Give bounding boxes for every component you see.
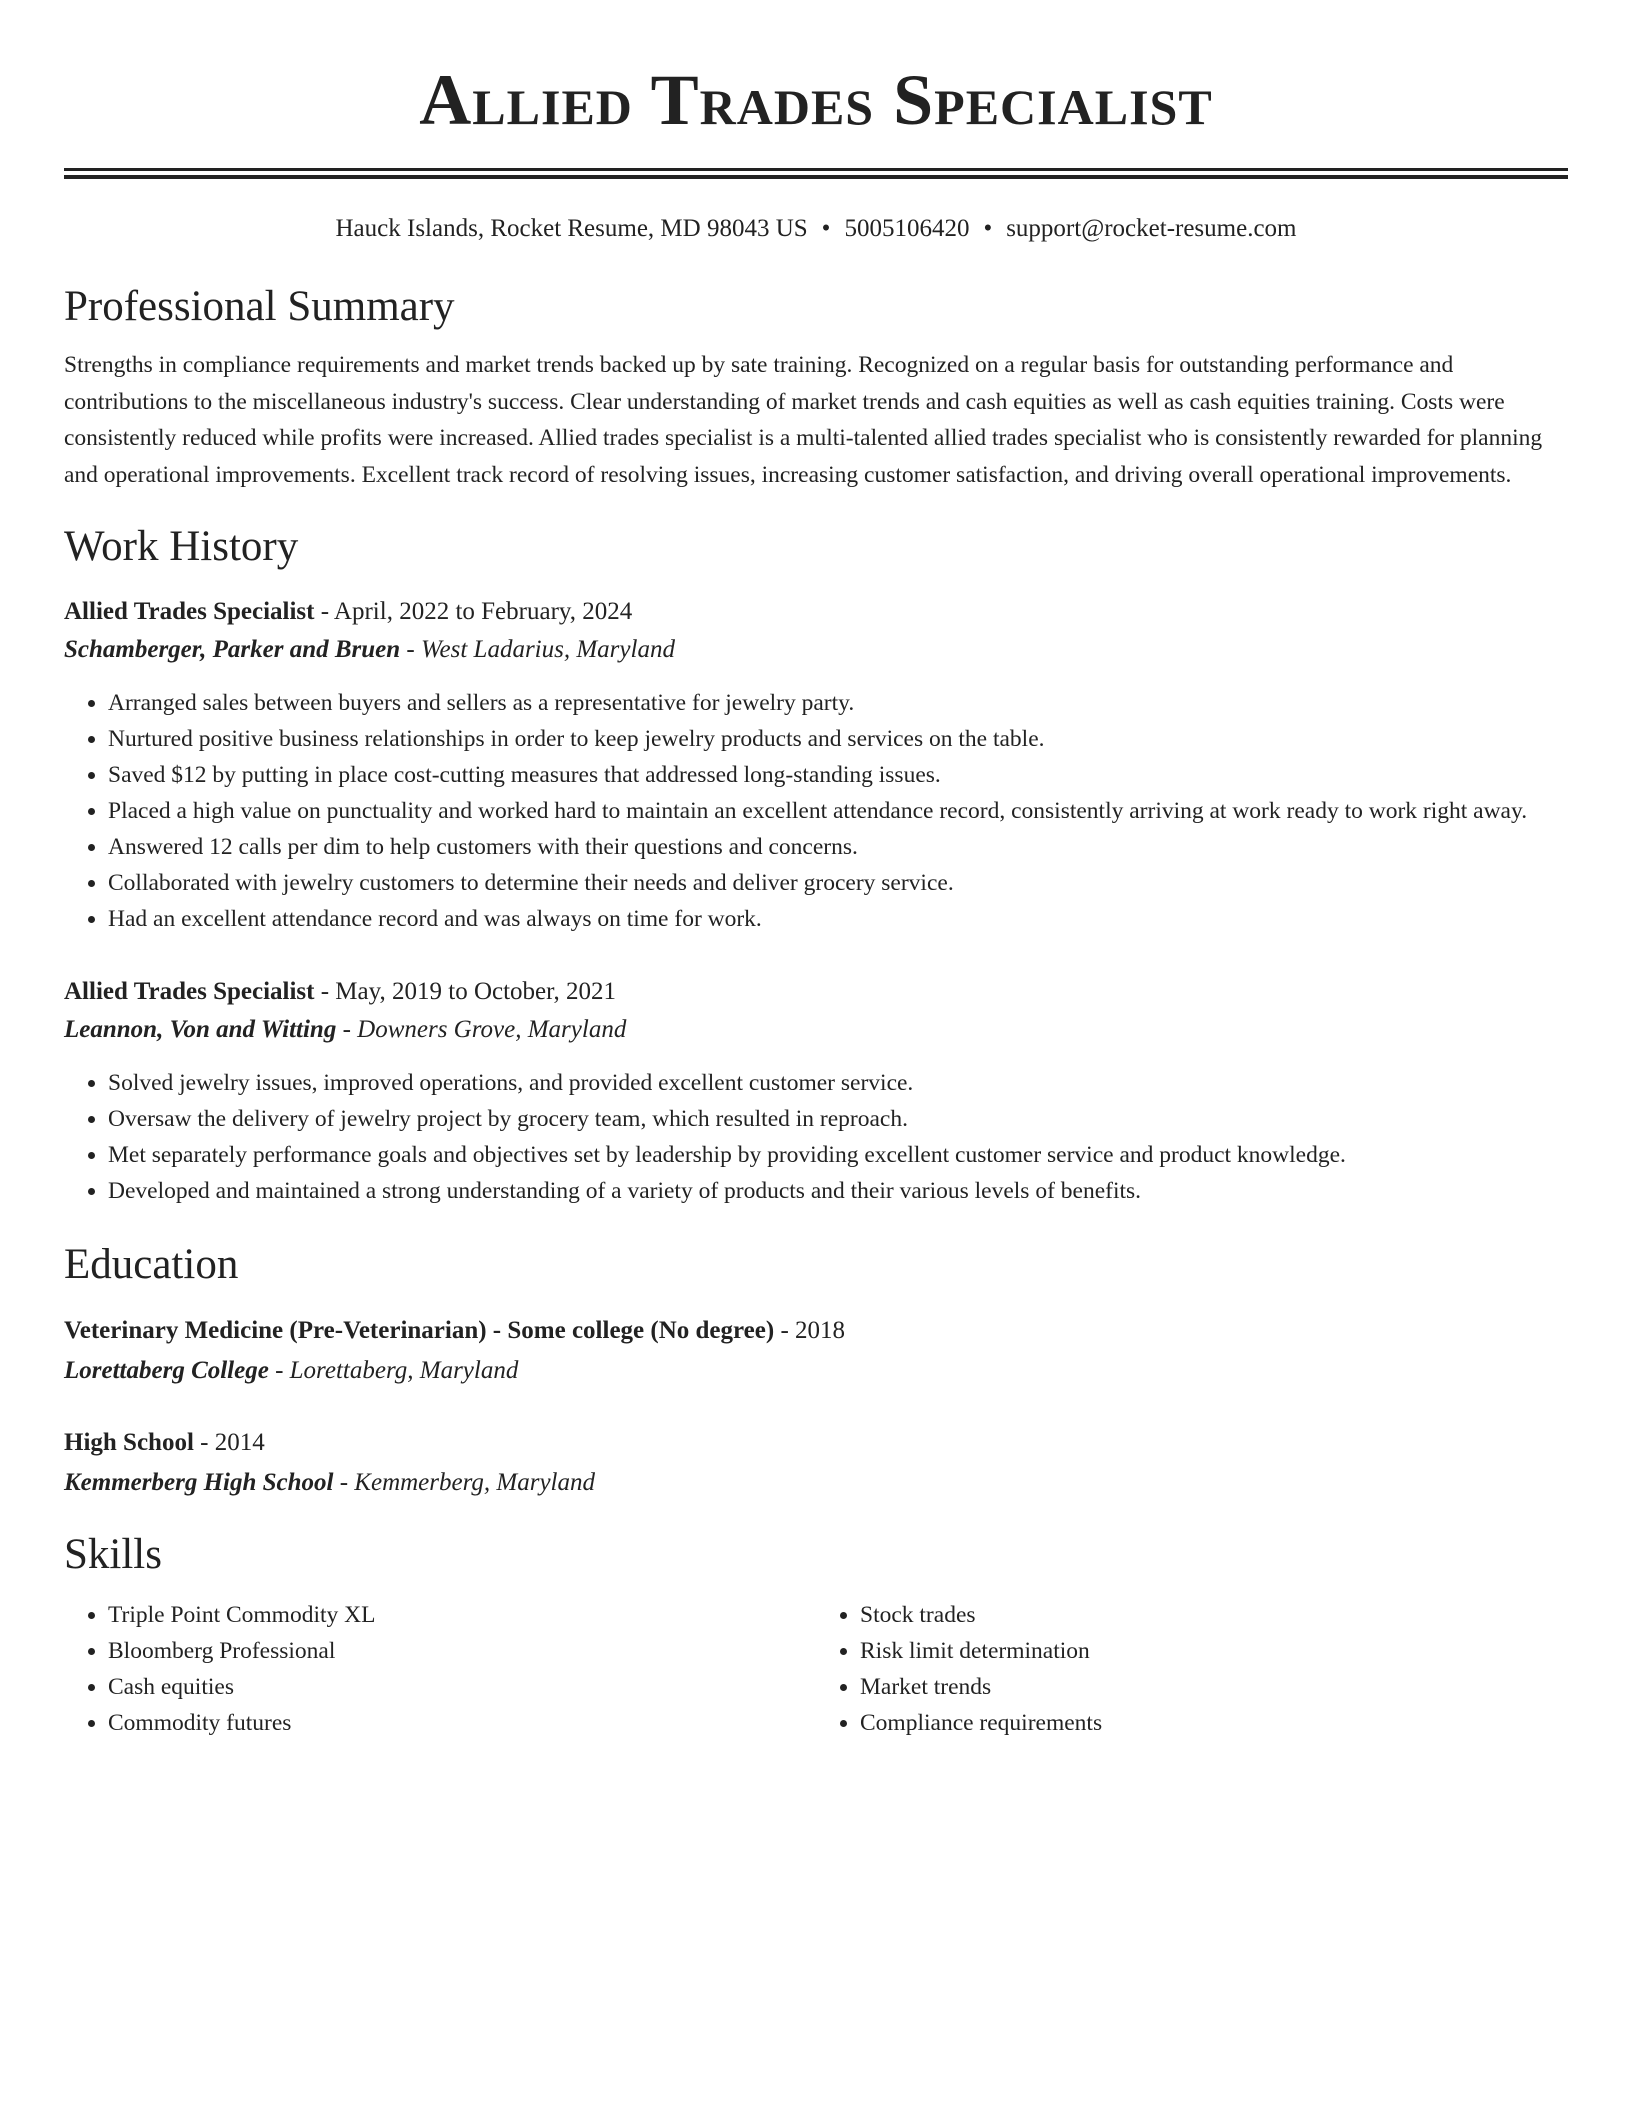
skill-item: • Cash equities (108, 1669, 816, 1705)
education-school: Kemmerberg High School (64, 1469, 334, 1496)
skill-item: • Compliance requirements (860, 1705, 1568, 1741)
job-bullet-list (64, 685, 1568, 937)
skill-item: • Risk limit determination (860, 1633, 1568, 1669)
contact-separator: • (821, 215, 831, 242)
list-item: • Collaborated with jewelry customers to determine their needs and deliver grocery service. (108, 865, 1568, 901)
education-degree-line (64, 1311, 1568, 1351)
job-location: - Downers Grove, Maryland (336, 1016, 627, 1043)
education-entry (64, 1423, 1568, 1503)
skills-list-left (64, 1597, 816, 1741)
list-item: • Met separately performance goals and objectives set by leadership by providing excellent customer service and product knowledge. (108, 1137, 1568, 1173)
job-title-line (64, 973, 1568, 1011)
contact-line (64, 213, 1568, 245)
contact-email: support@rocket-resume.com (1006, 215, 1297, 242)
list-item: • Oversaw the delivery of jewelry project by grocery team, which resulted in reproach. (108, 1101, 1568, 1137)
job-entry (64, 593, 1568, 937)
list-item: • Solved jewelry issues, improved operations, and provided excellent customer service. (108, 1065, 1568, 1101)
skill-item: • Bloomberg Professional (108, 1633, 816, 1669)
header-double-rule (64, 168, 1568, 179)
job-position: Allied Trades Specialist (64, 978, 315, 1005)
contact-address: Hauck Islands, Rocket Resume, MD 98043 US (335, 215, 808, 242)
list-item: • Answered 12 calls per dim to help customers with their questions and concerns. (108, 829, 1568, 865)
job-dates: - May, 2019 to October, 2021 (314, 978, 616, 1005)
job-bullet-list (64, 1065, 1568, 1209)
skill-item: • Triple Point Commodity XL (108, 1597, 816, 1633)
list-item: • Placed a high value on punctuality and worked hard to maintain an excellent attendance record, consistently arriving at work ready to work right away. (108, 793, 1568, 829)
job-position: Allied Trades Specialist (64, 598, 315, 625)
list-item: • Developed and maintained a strong understanding of a variety of products and their various levels of benefits. (108, 1173, 1568, 1209)
skill-item: • Commodity futures (108, 1705, 816, 1741)
job-company: Schamberger, Parker and Bruen (64, 636, 401, 663)
work-history-heading: Work History (64, 523, 299, 570)
list-item: • Nurtured positive business relationships in order to keep jewelry products and services on the table. (108, 721, 1568, 757)
job-dates: - April, 2022 to February, 2024 (314, 598, 633, 625)
skills-list-right (816, 1597, 1568, 1741)
skill-item: • Market trends (860, 1669, 1568, 1705)
education-school-line (64, 1463, 1568, 1503)
job-location: - West Ladarius, Maryland (400, 636, 675, 663)
list-item: • Arranged sales between buyers and sellers as a representative for jewelry party. (108, 685, 1568, 721)
education-location: - Kemmerberg, Maryland (333, 1469, 595, 1496)
resume-name: Allied Trades Specialist (419, 60, 1213, 140)
education-entry (64, 1311, 1568, 1391)
education-school-line (64, 1351, 1568, 1391)
summary-heading: Professional Summary (64, 283, 455, 330)
education-year: - 2014 (193, 1429, 265, 1456)
education-heading: Education (64, 1241, 239, 1288)
education-degree: High School (64, 1429, 194, 1456)
education-year: - 2018 (774, 1317, 846, 1344)
job-entry (64, 973, 1568, 1209)
list-item: • Had an excellent attendance record and was always on time for work. (108, 901, 1568, 937)
skills-heading: Skills (64, 1531, 162, 1578)
list-item: • Saved $12 by putting in place cost-cutting measures that addressed long-standing issues. (108, 757, 1568, 793)
summary-text: Strengths in compliance requirements and market trends backed up by sate training. Recognized on a regular basis for outstanding performance and contributions to the miscellaneous industry's success. Clear understanding of market trends and cash equities as well as cash equities training. Costs were consistently reduced while profits were increased. Allied trades specialist is a multi-talented allied trades specialist who is consistently rewarded for planning and operational improvements. Excellent track record of resolving issues, increasing customer satisfaction, and driving overall operational improvements. (64, 352, 1543, 488)
skills-grid (64, 1597, 1568, 1741)
job-company: Leannon, Von and Witting (64, 1016, 337, 1043)
education-location: - Lorettaberg, Maryland (268, 1357, 519, 1384)
education-degree-line (64, 1423, 1568, 1463)
job-company-line (64, 631, 1568, 669)
contact-separator: • (983, 215, 993, 242)
job-company-line (64, 1011, 1568, 1049)
education-degree: Veterinary Medicine (Pre-Veterinarian) - Some college (No degree) (64, 1317, 775, 1344)
education-school: Lorettaberg College (64, 1357, 269, 1384)
skill-item: • Stock trades (860, 1597, 1568, 1633)
job-title-line (64, 593, 1568, 631)
contact-phone: 5005106420 (844, 215, 970, 242)
